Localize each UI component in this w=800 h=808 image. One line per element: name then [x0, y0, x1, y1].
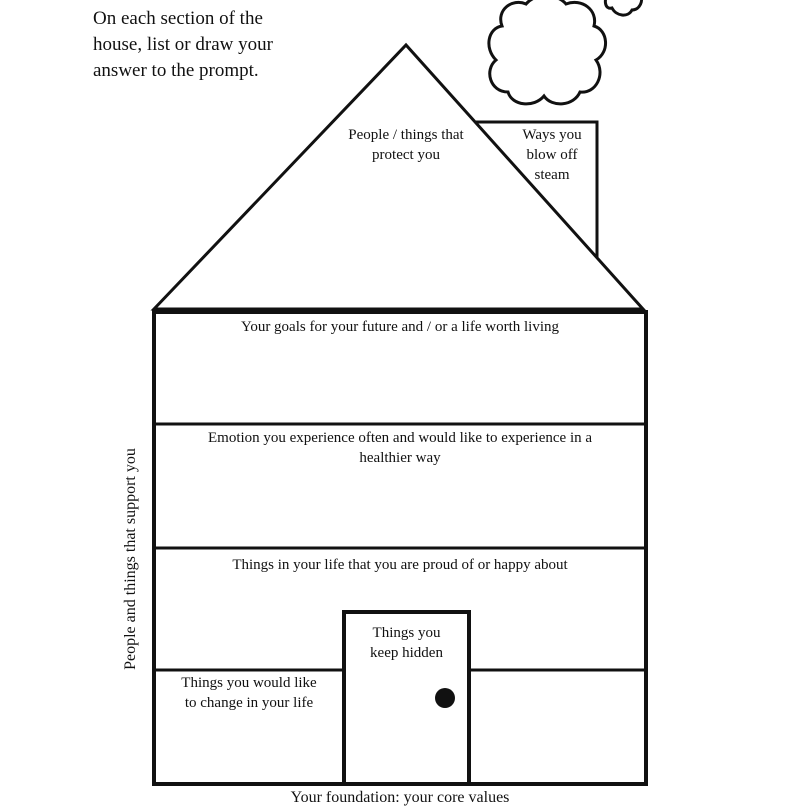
smoke-cloud-icon: [489, 0, 606, 104]
door-knob-icon: [435, 688, 455, 708]
instructions-line: On each section of the: [93, 8, 263, 29]
goals-section-label: Your goals for your future and / or a life worth living: [240, 319, 559, 335]
emotion-section-label: Emotion you experience often and would like to experience in a healthier way: [207, 430, 593, 466]
chimney-label: Ways you blow off steam: [522, 127, 582, 183]
instructions-line: house, list or draw your: [93, 34, 273, 55]
roof-label: People / things that protect you: [348, 127, 464, 163]
support-side-label: People and things that support you: [122, 448, 139, 670]
instructions-line: answer to the prompt.: [93, 60, 259, 81]
foundation-label: Your foundation: your core values: [290, 789, 510, 806]
proud-section-label: Things in your life that you are proud of or happy about: [232, 557, 568, 573]
door-label: Things you keep hidden: [370, 625, 443, 661]
smoke-puff-icon: [605, 0, 641, 15]
change-section-label: Things you would like to change in your life: [181, 675, 317, 711]
